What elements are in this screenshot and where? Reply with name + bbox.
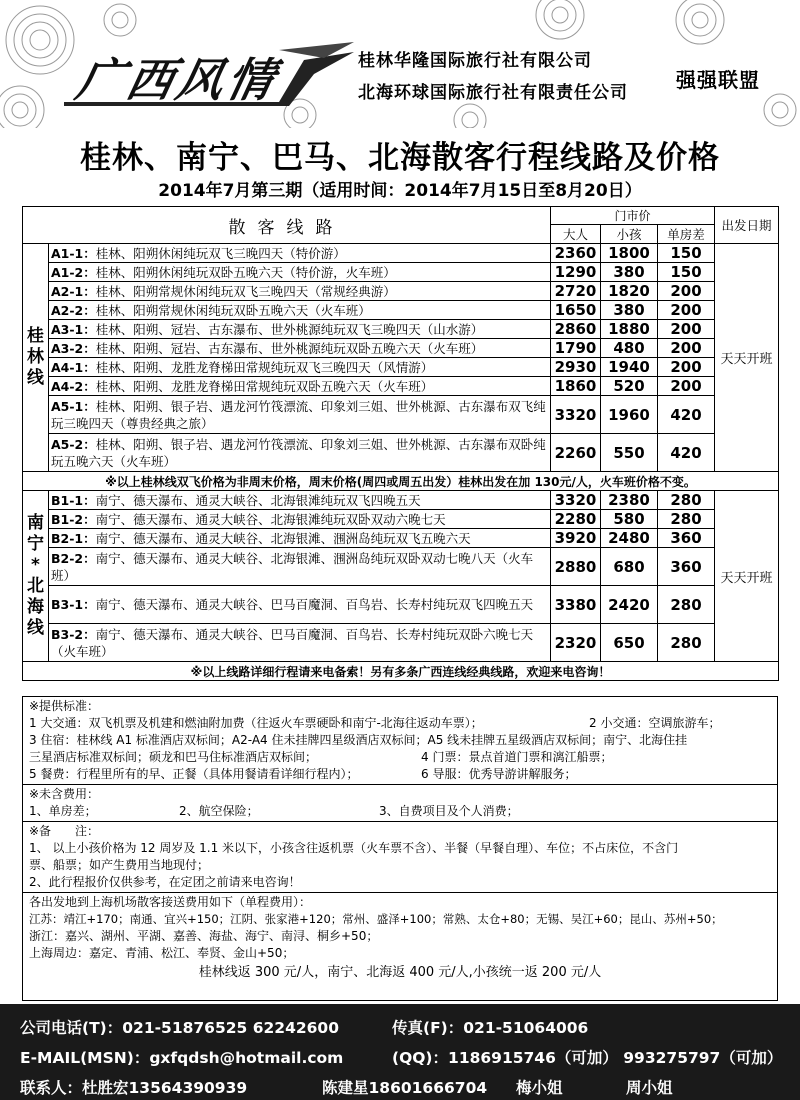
guilin-price-note: ※以上桂林线双飞价格为非周末价格，周末价格(周四或周五出发）桂林出发在加 130元/人，火车班价格不变。 [23,472,779,491]
price-single: 280 [658,491,715,510]
footer-contact-bar [0,1004,800,1100]
price-single: 200 [658,358,715,377]
fax-label: 传真(F)： [392,1019,464,1037]
price-adult: 2880 [551,548,601,586]
table-row [23,301,779,320]
page-title: 桂林、南宁、巴马、北海散客行程线路及价格 [80,140,720,176]
route-text: 南宁、德天瀑布、通灵大峡谷、北海银滩、涠洲岛纯玩双飞五晚六天 [95,530,471,546]
table-row [23,624,779,662]
route-text: 桂林、阳朔休闲纯玩双卧五晚六天（特价游，火车班） [95,264,396,280]
company-name-1: 桂林华隆国际旅行社有限公司 [358,51,592,71]
route-code: B3-2： [51,626,96,642]
excluded-section [23,785,777,822]
remark-2: 2、此行程报价仅供参考，在定团之前请来电咨询！ [29,875,301,889]
price-child: 2380 [601,491,658,510]
company-name-2: 北海环球国际旅行社有限责任公司 [358,83,628,103]
route-code: B1-1： [51,492,96,508]
page-subtitle: 2014年7月第三期（适用时间：2014年7月15日至8月20日） [158,181,642,201]
route-text: 南宁、德天瀑布、通灵大峡谷、巴马百魔洞、百鸟岩、长寿村纯玩双卧六晚七天（火车班） [51,626,534,659]
excluded-3: 3、自费项目及个人消费； [379,804,519,818]
route-code: A4-2： [51,378,96,394]
route-description [49,320,551,339]
price-single: 280 [658,510,715,529]
price-child: 550 [601,434,658,472]
table-row [23,548,779,586]
route-description [49,377,551,396]
route-text: 桂林、阳朔、银子岩、遇龙河竹筏漂流、印象刘三姐、世外桃源、古东瀑布双卧纯玩五晚六天（火车班） [51,436,546,469]
standard-1: 1 大交通：双飞机票及机建和燃油附加费（往返火车票硬卧和南宁-北海往返动车票）； [29,716,483,730]
route-text: 桂林、阳朔常规休闲纯玩双卧五晚六天（火车班） [95,302,371,318]
price-adult: 3320 [551,491,601,510]
route-text: 南宁、德天瀑布、通灵大峡谷、巴马百魔洞、百鸟岩、长寿村纯玩双飞四晚五天 [95,597,534,612]
region-beihai-label: 北海线 [27,576,44,638]
standard-2: 2 小交通：空调旅游车； [589,716,721,730]
standards-title: ※提供标准： [29,699,100,713]
route-text: 桂林、阳朔、银子岩、遇龙河竹筏漂流、印象刘三姐、世外桃源、古东瀑布双飞纯玩三晚四天（尊贵经典之旅） [51,398,546,431]
price-single: 150 [658,263,715,282]
route-description [49,282,551,301]
route-description [49,548,551,586]
col-route-header: 散客线路 [23,207,551,244]
route-code: A3-2： [51,340,96,356]
route-description [49,244,551,263]
route-code: A1-1： [51,245,96,261]
price-single: 420 [658,396,715,434]
price-single: 200 [658,301,715,320]
route-text: 南宁、德天瀑布、通灵大峡谷、北海银滩纯玩双飞四晚五天 [95,492,421,508]
table-row [23,339,779,358]
region-label-stack [27,513,44,639]
price-child: 1880 [601,320,658,339]
fax-number: 021-51064006 [463,1019,589,1037]
depart-schedule: 天天开班 [715,491,779,662]
route-code: A5-1： [51,398,96,414]
price-child: 580 [601,510,658,529]
route-description [49,624,551,662]
contact-2: 陈建星18601666704 [322,1079,488,1097]
price-child: 380 [601,263,658,282]
table-row [23,263,779,282]
table-row [23,510,779,529]
return-fee: 桂林线返 300 元/人，南宁、北海返 400 元/人,小孩统一返 200 元/人 [198,965,602,980]
nanning-route-note: ※以上线路详细行程请来电备索！另有多条广西连线经典线路，欢迎来电咨询！ [23,662,779,681]
price-single: 420 [658,434,715,472]
remarks-section [23,822,777,893]
route-code: B1-2： [51,511,96,527]
header [0,0,800,128]
price-adult: 1650 [551,301,601,320]
price-single: 280 [658,586,715,624]
price-child: 680 [601,548,658,586]
route-description [49,301,551,320]
table-row [23,434,779,472]
shuttle-zhejiang: 浙江：嘉兴、湖州、平湖、嘉善、海盐、海宁、南浔、桐乡+50； [29,929,379,943]
route-code: B2-1： [51,530,96,546]
route-text: 南宁、德天瀑布、通灵大峡谷、北海银滩、涠洲岛纯玩双卧双动七晚八天（火车班） [51,550,534,583]
route-description [49,339,551,358]
table-row [23,586,779,624]
standard-3b: 三星酒店标准双标间；硕龙和巴马住标准酒店双标间； [29,750,318,764]
price-child: 650 [601,624,658,662]
route-description [49,510,551,529]
route-text: 桂林、阳朔、龙胜龙脊梯田常规纯玩双卧五晚六天（火车班） [95,378,434,394]
route-code: B3-1： [51,597,96,612]
price-child: 520 [601,377,658,396]
alliance-label: 强强联盟 [676,68,760,92]
shuttle-section [23,893,777,982]
price-adult: 2930 [551,358,601,377]
table-row [23,396,779,434]
table-row [23,491,779,510]
price-single: 200 [658,282,715,301]
route-code: A1-2： [51,264,96,280]
route-code: A2-1： [51,283,96,299]
standard-4: 4 门票：景点首道门票和漓江船票； [421,750,613,764]
price-adult: 3920 [551,529,601,548]
price-adult: 2320 [551,624,601,662]
price-adult: 2720 [551,282,601,301]
col-price-header: 门市价 [551,207,715,225]
price-adult: 3380 [551,586,601,624]
price-adult: 2280 [551,510,601,529]
price-single: 200 [658,377,715,396]
contact-label: 联系人： [20,1079,83,1097]
standards-section [23,697,777,785]
route-description [49,586,551,624]
price-single: 200 [658,320,715,339]
price-adult: 1860 [551,377,601,396]
table-row [23,244,779,263]
depart-schedule: 天天开班 [715,244,779,472]
price-child: 1820 [601,282,658,301]
route-description [49,434,551,472]
price-table [22,206,779,681]
standard-3a: 3 住宿：桂林线 A1 标准酒店双标间；A2-A4 住未挂牌四星级酒店双标间；A5 线未挂牌五星级酒店双标间；南宁、北海住挂 [29,733,688,747]
col-child-header: 小孩 [601,225,658,244]
region-nanning-beihai [23,491,49,662]
col-single-header: 单房差 [658,225,715,244]
route-code: A5-2： [51,436,96,452]
table-row [23,358,779,377]
price-child: 1800 [601,244,658,263]
phone-label: 公司电话(T)： [20,1019,123,1037]
route-text: 桂林、阳朔、龙胜龙脊梯田常规纯玩双飞三晚四天（风情游） [95,359,434,375]
price-child: 380 [601,301,658,320]
price-child: 480 [601,339,658,358]
price-single: 200 [658,339,715,358]
email-address[interactable]: gxfqdsh@hotmail.com [149,1049,344,1067]
col-depart-header: 出发日期 [715,207,779,244]
price-child: 2420 [601,586,658,624]
route-description [49,491,551,510]
region-star: * [31,555,40,575]
route-text: 桂林、阳朔常规休闲纯玩双飞三晚四天（常规经典游） [95,283,396,299]
price-adult: 2260 [551,434,601,472]
route-code: A3-1： [51,321,96,337]
remarks-title: ※备 注： [29,824,100,838]
qq-label: (QQ)： [392,1049,449,1067]
route-text: 桂林、阳朔、冠岩、古东瀑布、世外桃源纯玩双飞三晚四天（山水游） [95,321,484,337]
shuttle-title: 各出发地到上海机场散客接送费用如下（单程费用）： [29,895,312,909]
remark-1a: 1、 以上小孩价格为 12 周岁及 1.1 米以下，小孩含往返机票（火车票不含）、半餐（早餐自理）、车位；不占床位，不含门 [29,841,679,855]
contact-4: 周小姐 [626,1079,673,1097]
phone-number[interactable]: 021-51876525 62242600 [122,1019,339,1037]
table-row [23,320,779,339]
email-label: E-MAIL(MSN)： [20,1049,150,1067]
table-row [23,282,779,301]
price-adult: 1790 [551,339,601,358]
price-adult: 3320 [551,396,601,434]
region-nanning-label: 南宁 [27,513,44,554]
region-guilin-label: 桂林线 [27,326,44,388]
route-description [49,358,551,377]
standard-6: 6 导服：优秀导游讲解服务； [421,767,577,781]
shuttle-jiangsu: 江苏：靖江+170；南通、宜兴+150；江阴、张家港+120；常州、盛泽+100；常熟、太仓+80；无锡、吴江+60；昆山、苏州+50； [29,912,723,926]
route-description [49,263,551,282]
route-text: 桂林、阳朔、冠岩、古东瀑布、世外桃源纯玩双卧五晚六天（火车班） [95,340,484,356]
price-adult: 2360 [551,244,601,263]
price-child: 2480 [601,529,658,548]
price-single: 360 [658,529,715,548]
route-text: 南宁、德天瀑布、通灵大峡谷、北海银滩纯玩双卧双动六晚七天 [95,511,446,527]
remark-1b: 票、船票；如产生费用当地现付； [29,858,210,872]
route-code: A2-2： [51,302,96,318]
table-row [23,529,779,548]
qq-numbers: 1186915746（可加） 993275797（可加） [448,1049,783,1067]
route-text: 桂林、阳朔休闲纯玩双飞三晚四天（特价游） [95,245,346,261]
standard-5: 5 餐费：行程里所有的早、正餐（具体用餐请看详细行程内）； [29,767,359,781]
excluded-title: ※未含费用： [29,787,100,801]
price-single: 150 [658,244,715,263]
excluded-1: 1、单房差； [29,804,97,818]
excluded-2: 2、航空保险； [179,804,259,818]
shuttle-shanghai: 上海周边：嘉定、青浦、松江、奉贤、金山+50； [29,946,295,960]
route-code: A4-1： [51,359,96,375]
price-child: 1960 [601,396,658,434]
route-code: B2-2： [51,550,96,566]
contact-3: 梅小姐 [516,1079,563,1097]
price-adult: 1290 [551,263,601,282]
price-single: 360 [658,548,715,586]
info-box [22,696,778,1001]
price-child: 1940 [601,358,658,377]
price-adult: 2860 [551,320,601,339]
table-row [23,377,779,396]
region-guilin [23,244,49,472]
route-description [49,529,551,548]
contact-1: 杜胜宏13564390939 [82,1079,248,1097]
price-single: 280 [658,624,715,662]
route-description [49,396,551,434]
logo-text: 广西风情 [71,53,284,107]
col-adult-header: 大人 [551,225,601,244]
